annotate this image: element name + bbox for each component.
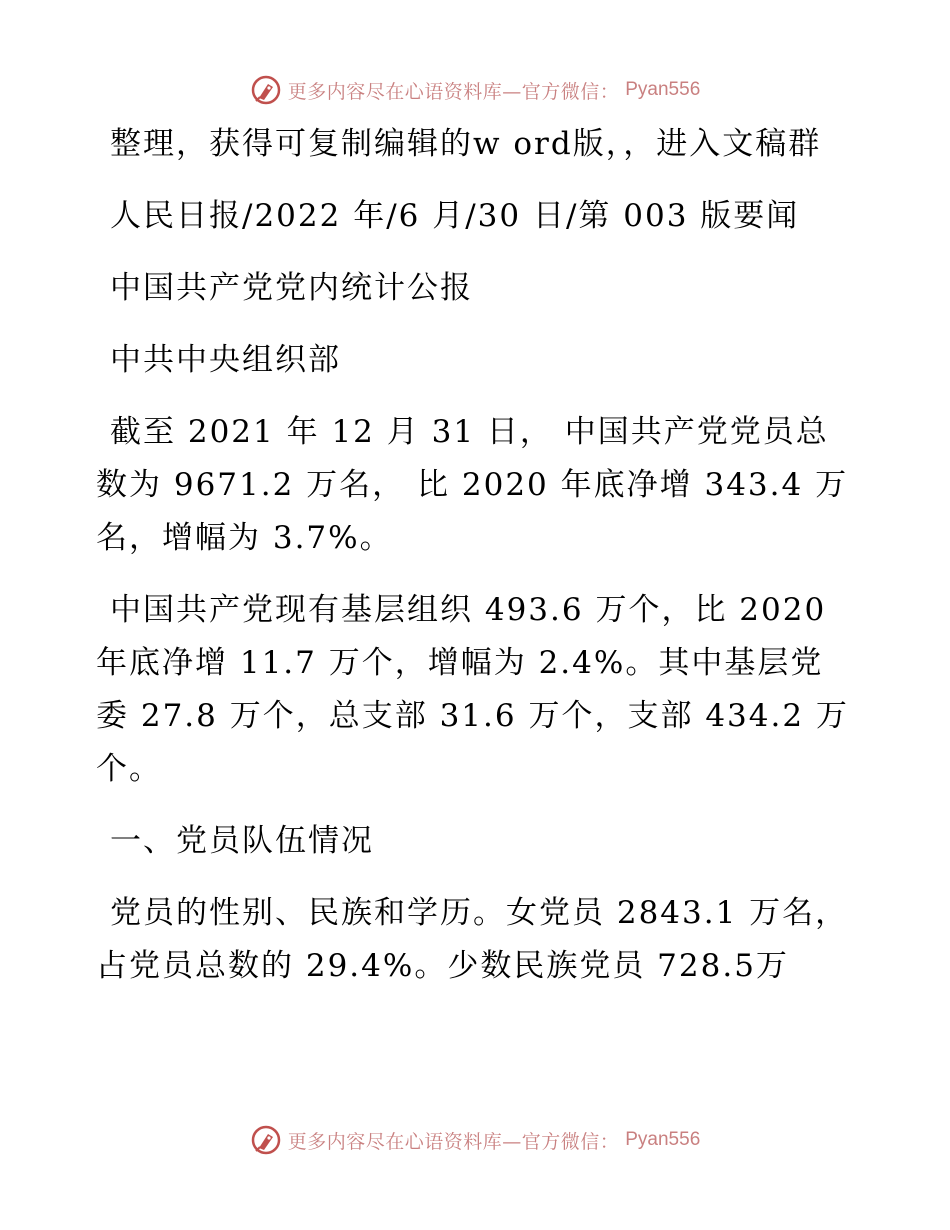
- source-line: 人民日报/2022 年/6 月/30 日/第 003 版要闻: [110, 198, 800, 234]
- section-heading-1: 一、党员队伍情况: [110, 823, 374, 859]
- watermark-inner: [250, 74, 701, 106]
- issuing-department: 中共中央组织部: [110, 342, 341, 378]
- pen-nib-logo-icon: [250, 1124, 282, 1156]
- intro-note: 整理，获得可复制编辑的w ord版，，进入文稿群: [110, 126, 822, 162]
- header-watermark: [0, 70, 950, 110]
- paragraph-membership-total: 截至 2021 年 12 月 31 日， 中国共产党党员总数为 9671.2 万名， 比 2020 年底净增 343.4 万名，增幅为 3.7%。: [96, 414, 849, 556]
- watermark-text: 更多内容尽在心语资料库—官方微信：: [287, 80, 620, 103]
- footer-watermark: [0, 1120, 950, 1160]
- watermark-wechat-id: Pyan556: [625, 1129, 701, 1150]
- watermark-inner: [250, 1124, 701, 1156]
- document-body: [96, 118, 856, 1012]
- watermark-text: 更多内容尽在心语资料库—官方微信：: [287, 1130, 620, 1153]
- document-title: 中国共产党党内统计公报: [110, 270, 473, 306]
- paragraph-grassroots-orgs: 中国共产党现有基层组织 493.6 万个，比 2020 年底净增 11.7 万个，增幅为 2.4%。其中基层党委 27.8 万个，总支部 31.6 万个，支部 434.2 万个。: [96, 592, 849, 787]
- watermark-wechat-id: Pyan556: [625, 79, 701, 100]
- pen-nib-logo-icon: [250, 74, 282, 106]
- paragraph-gender-ethnicity: 党员的性别、民族和学历。女党员 2843.1 万名，占党员总数的 29.4%。少数民族党员 728.5万: [96, 895, 849, 984]
